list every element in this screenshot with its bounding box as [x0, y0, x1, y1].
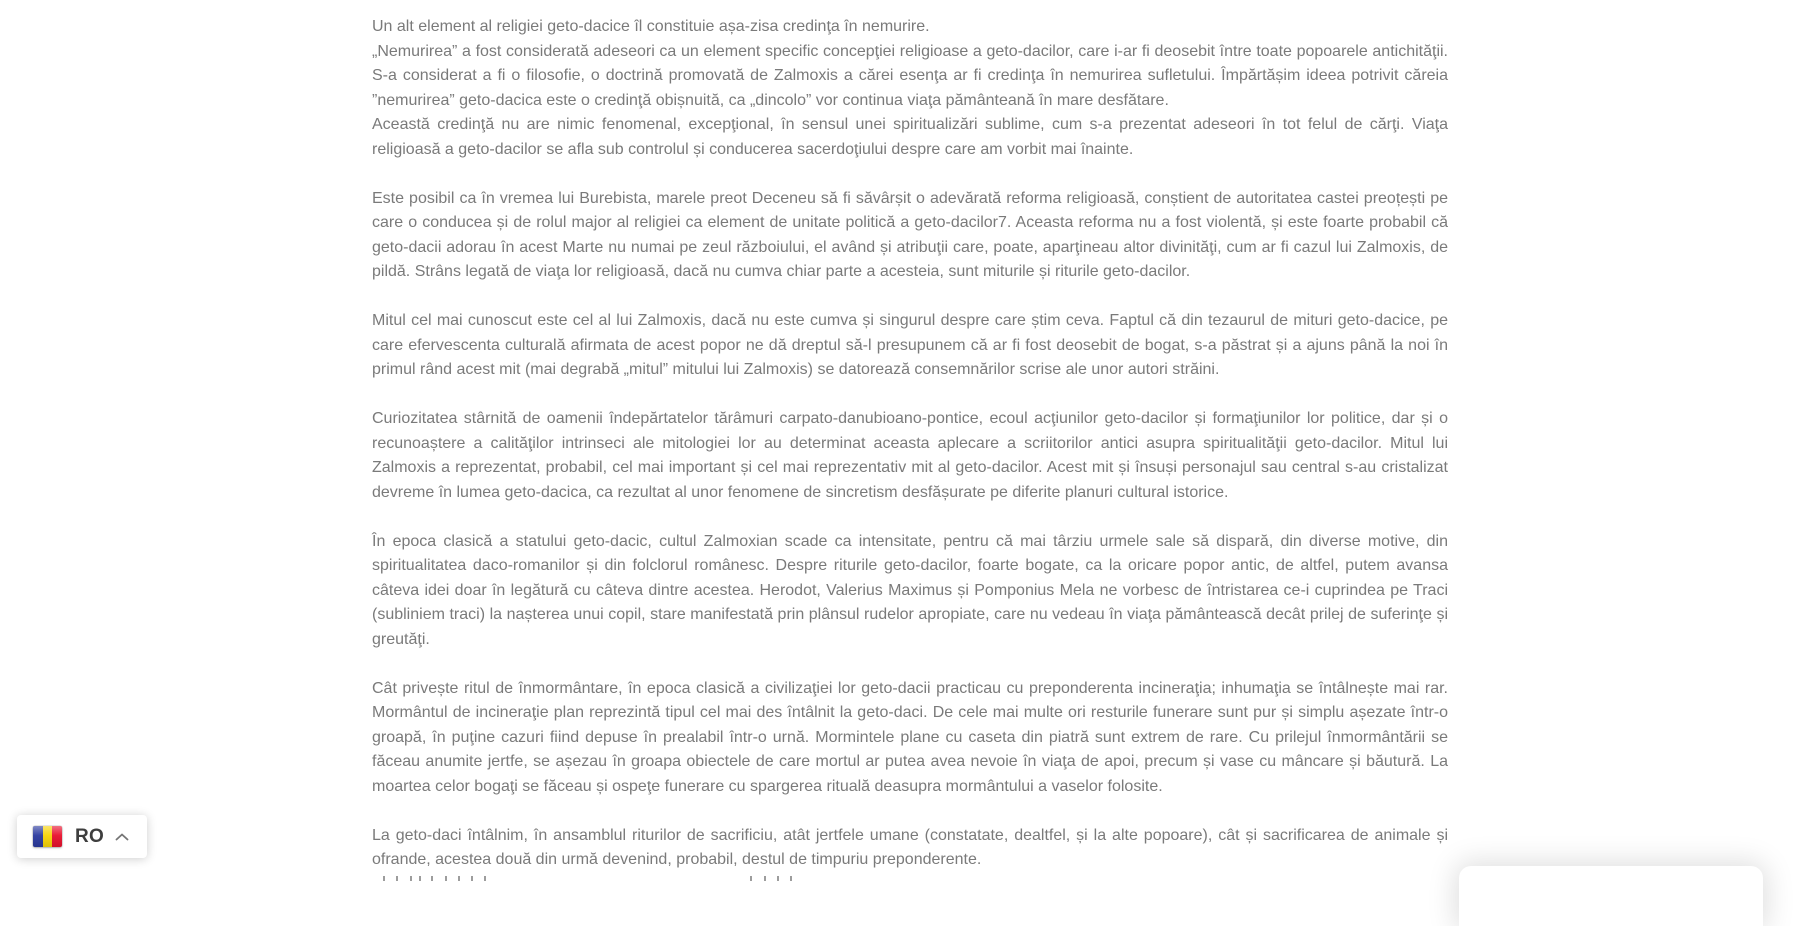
article-paragraph: Curiozitatea stârnită de oamenii îndepărtatelor tărâmuri carpato-danubioano-pontice, ecoul acţiunilor geto-dacilor și formaţiunilor lor politice, dar și o recunoaștere a calităţilor intrinseci ale mitologiei lor au determinat aceasta aplecare a scriitorilor antici asupra spiritualităţii geto-dacilor. Mitul lui Zalmoxis a reprezentat, probabil, cel mai important și cel mai reprezentativ mit al geto-dacilor. Acest mit și însuși personajul sau central s-au cristalizat devreme în lumea geto-dacica, ca rezultat al unor fenomene de sincretism desfășurate pe diferite planuri cultural istorice.	[372, 410, 1448, 501]
article-content	[372, 15, 1448, 873]
article-paragraph: Un alt element al religiei geto-dacice îl constituie așa-zisa credinţa în nemurire.	[372, 18, 930, 35]
article-paragraph: Cât privește ritul de înmormântare, în epoca clasică a civilizaţiei lor geto-dacii practicau cu preponderenta incineraţia; inhumaţia se întâlnește mai rar. Mormântul de incineraţie plan reprezintă tipul cel mai des întâlnit la geto-daci. De cele mai multe ori resturile funerare sunt pur și simplu așezate într-o groapă, în puţine cazuri fiind depuse în prealabil într-o urnă. Mormintele plane cu caseta din piatră sunt extrem de rare. Cu prilejul înmormântării se făceau anumite jertfe, se așezau în groapa obiectele de care mortul ar putea avea nevoie în viaţa de apoi, precum și vase cu mâncare și băutură. La moartea celor bogaţi se făceau și ospeţe funerare cu spargerea rituală deasupra mormântului a vaselor folosite.	[372, 679, 1448, 795]
article-paragraph: „Nemurirea” a fost considerată adeseori ca un element specific concepţiei religioase a geto-dacilor, care i-ar fi deosebit între toate popoarele antichităţii. S-a considerat a fi o filosofie, o doctrină promovată de Zalmoxis a cărei esenţa ar fi credinţa în nemurirea sufletului. Împărtășim ideea potrivit căreia ”nemurirea” geto-dacica este o credinţă obișnuită, ca „dincolo” vor continua viaţa pământeană în mare desfătare.	[372, 42, 1448, 109]
language-selector-button[interactable]	[17, 815, 147, 858]
article-paragraph: Este posibil ca în vremea lui Burebista, marele preot Deceneu să fi săvârșit o adevărată reforma religioasă, conștient de autoritatea castei preoțești pe care o conducea și de rolul major al religiei ca element de unitate politică a geto-dacilor7. Aceasta reforma nu a fost violentă, și este foarte probabil că geto-dacii adorau în acest Marte nu numai pe zeul războiului, el având și atribuţii care, poate, aparţineau altor divinităţi, cum ar fi cazul lui Zalmoxis, de pildă. Strâns legată de viaţa lor religioasă, dacă nu cumva chiar parte a acesteia, sunt miturile și riturile geto-dacilor.	[372, 189, 1448, 280]
article-paragraph: Această credinţă nu are nimic fenomenal, excepţional, în sensul unei spiritualizări sublime, cum s-a prezentat adeseori în tot felul de cărţi. Viaţa religioasă a geto-dacilor se afla sub controlul și conducerea sacerdoţiului despre care am vorbit mai înainte.	[372, 116, 1448, 158]
article-paragraph: Mitul cel mai cunoscut este cel al lui Zalmoxis, dacă nu este cumva și singurul despre care știm ceva. Faptul că din tezaurul de mituri geto-dacice, pe care efervescenta culturală afirmata de acest popor ne dă dreptul să-l presupunem că ar fi fost deosebit de bogat, s-a păstrat și a ajuns până la noi în primul rând acest mit (mai degrabă „mitul” mitului lui Zalmoxis) se datorează consemnărilor scrise ale unor autori străini.	[372, 312, 1448, 378]
chevron-up-icon	[114, 832, 130, 842]
bottom-right-popup[interactable]	[1459, 866, 1763, 926]
language-code-label: RO	[75, 825, 105, 847]
article-paragraph: În epoca clasică a statului geto-dacic, cultul Zalmoxian scade ca intensitate, pentru că mai târziu urmele sale să dispară, din diverse motive, din spiritualitatea daco-romanilor și din folclorul românesc. Despre riturile geto-dacilor, foarte bogate, ca la oricare popor antic, de altfel, putem avansa câteva idei doar în legătură cu câteva dintre acestea. Herodot, Valerius Maximus și Pomponius Mela ne vorbesc de întristarea ce-i cuprindea pe Traci (subliniem traci) la nașterea unui copil, stare manifestată prin plânsul rudelor apropiate, care nu vedeau în viaţa pământească decât prilej de suferinţe și greutăţi.	[372, 532, 1448, 648]
romania-flag-icon	[33, 826, 62, 847]
clipped-text-line	[372, 876, 1448, 881]
article-paragraph: La geto-daci întâlnim, în ansamblul riturilor de sacrificiu, atât jertfele umane (constatate, dealtfel, și la alte popoare), cât și sacrificarea de animale și ofrande, acestea două din urmă devenind, probabil, destul de timpuriu preponderente.	[372, 826, 1448, 868]
